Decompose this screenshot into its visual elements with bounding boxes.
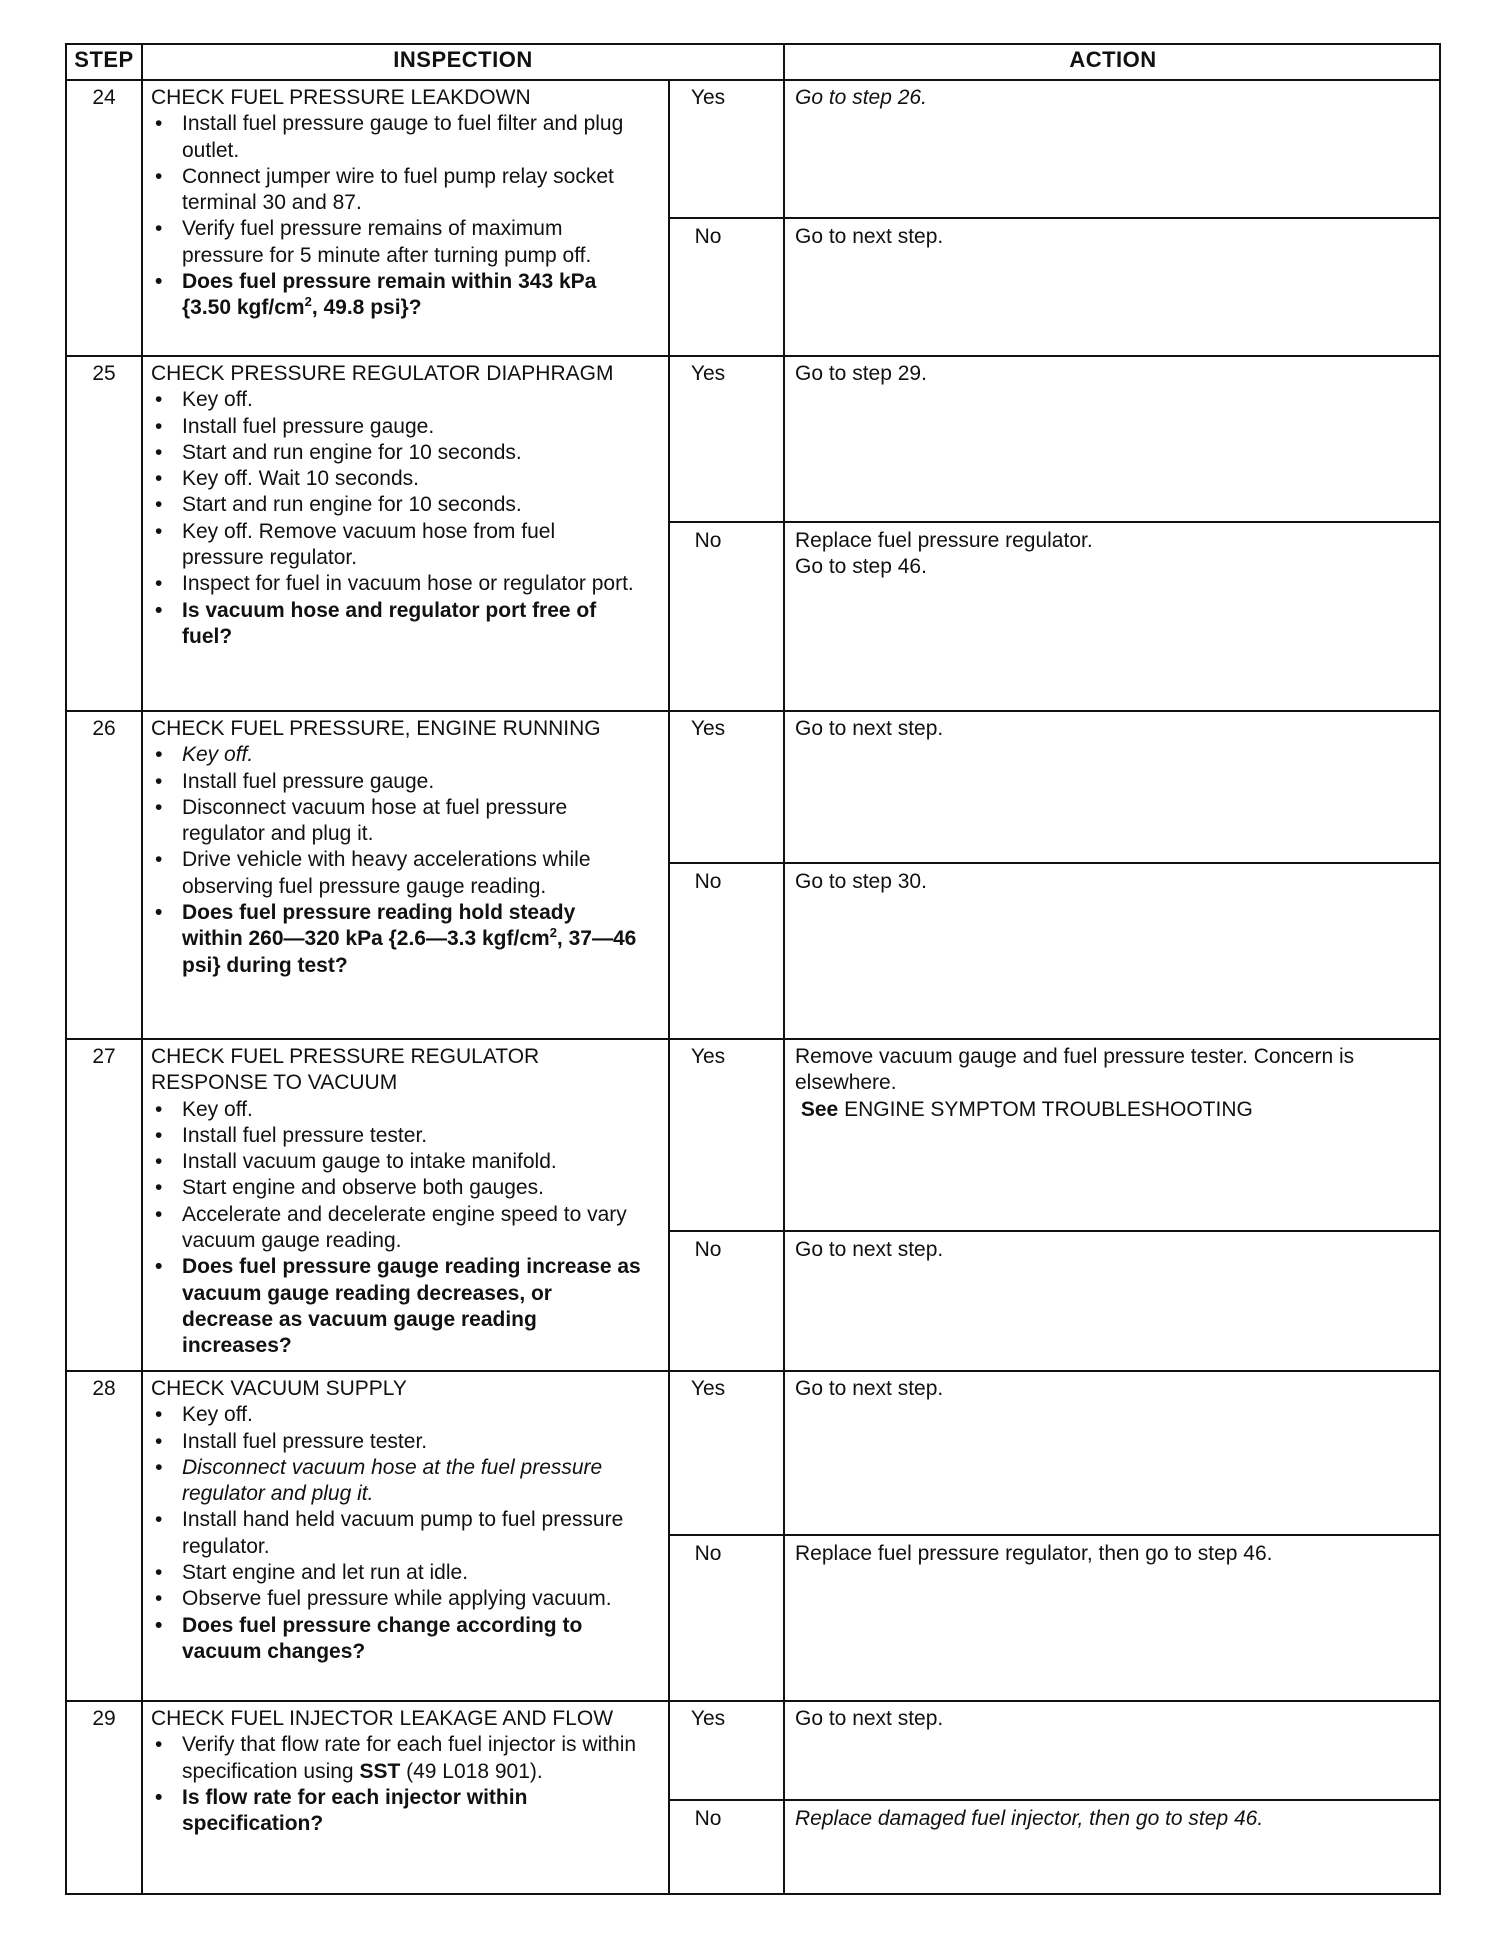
inspection-cell (151, 1706, 641, 1837)
action-line: Remove vacuum gauge and fuel pressure tester. Concern is elsewhere. (795, 1045, 1355, 1095)
no-label: No (694, 529, 722, 552)
header-inspection: INSPECTION (393, 47, 533, 72)
inspection-title: CHECK FUEL PRESSURE REGULATOR RESPONSE TO VACUUM (151, 1045, 540, 1095)
row-divider (65, 710, 1441, 712)
step-number: 28 (92, 1377, 116, 1400)
troubleshooting-table (65, 43, 1441, 1895)
yes-action: Go to next step. (795, 1707, 944, 1730)
no-label: No (694, 870, 722, 893)
no-label: No (694, 225, 722, 248)
yes-no-divider (668, 521, 1441, 523)
list-item: • Start and run engine for 10 seconds. (151, 440, 641, 466)
yes-label: Yes (690, 362, 726, 385)
list-item: • Start engine and let run at idle. (151, 1560, 641, 1586)
inspection-list (151, 1732, 641, 1837)
no-action: Replace fuel pressure regulator, then go to step 46. (795, 1542, 1273, 1565)
list-item: • Key off. (151, 1402, 641, 1428)
yes-no-divider (668, 1799, 1441, 1801)
row-divider (65, 1038, 1441, 1040)
inspection-question (151, 269, 641, 322)
yes-no-divider (668, 217, 1441, 219)
inspection-cell (151, 1376, 641, 1665)
inspection-list (151, 742, 641, 979)
list-item: • Drive vehicle with heavy accelerations while observing fuel pressure gauge reading. (151, 847, 641, 900)
inspection-list (151, 111, 641, 321)
list-item: • Install fuel pressure tester. (151, 1429, 641, 1455)
row-divider (65, 79, 1441, 81)
inspection-title: CHECK FUEL PRESSURE LEAKDOWN (151, 86, 531, 109)
list-item: • Key off. Wait 10 seconds. (151, 466, 641, 492)
list-item: • Install vacuum gauge to intake manifold. (151, 1149, 641, 1175)
yes-label: Yes (690, 1707, 726, 1730)
list-item: • Install fuel pressure gauge. (151, 414, 641, 440)
question-text: , 37—46 psi} during test? (182, 927, 637, 977)
list-item: • Observe fuel pressure while applying vacuum. (151, 1586, 641, 1612)
row-divider (65, 1700, 1441, 1702)
item-text: Verify that flow rate for each fuel injector is within specification using (182, 1733, 637, 1783)
sst-label: SST (359, 1759, 401, 1783)
inspection-question (151, 900, 641, 979)
superscript: 2 (304, 294, 312, 310)
no-action (795, 528, 1431, 581)
step-number: 29 (92, 1707, 116, 1730)
step-number: 25 (92, 362, 116, 385)
list-item: • Disconnect vacuum hose at the fuel pressure regulator and plug it. (151, 1455, 641, 1508)
list-item (151, 1732, 641, 1785)
item-text: (49 L018 901). (400, 1759, 543, 1783)
column-divider (668, 79, 670, 1895)
header-step: STEP (74, 47, 134, 72)
list-item: • Start engine and observe both gauges. (151, 1175, 641, 1201)
inspection-title: CHECK VACUUM SUPPLY (151, 1377, 407, 1400)
step-number: 26 (92, 717, 116, 740)
inspection-question: • Is vacuum hose and regulator port free of fuel? (151, 598, 641, 651)
action-line (795, 1097, 1431, 1123)
list-item: • Install fuel pressure tester. (151, 1123, 641, 1149)
list-item: • Start and run engine for 10 seconds. (151, 492, 641, 518)
see-label: See (800, 1097, 839, 1121)
inspection-list (151, 387, 641, 650)
list-item: • Disconnect vacuum hose at fuel pressure regulator and plug it. (151, 795, 641, 848)
question-text: , 49.8 psi}? (311, 296, 422, 320)
reference-text: ENGINE SYMPTOM TROUBLESHOOTING (844, 1097, 1253, 1121)
inspection-question: • Does fuel pressure change according to vacuum changes? (151, 1613, 641, 1666)
inspection-question: • Does fuel pressure gauge reading increase as vacuum gauge reading decreases, or decrease as vacuum gauge reading increases? (151, 1254, 641, 1359)
yes-action: Go to next step. (795, 717, 944, 740)
step-number: 24 (92, 86, 116, 109)
no-action: Replace damaged fuel injector, then go to step 46. (795, 1807, 1264, 1830)
inspection-title: CHECK FUEL INJECTOR LEAKAGE AND FLOW (151, 1707, 614, 1730)
yes-no-divider (668, 1230, 1441, 1232)
yes-action: Go to step 29. (795, 362, 927, 385)
question-text: Does fuel pressure remain within 343 kPa {3.50 kgf/cm (182, 270, 597, 320)
inspection-cell (151, 85, 641, 322)
header-action: ACTION (1069, 47, 1157, 72)
inspection-list (151, 1097, 641, 1360)
superscript: 2 (549, 925, 557, 941)
action-line: Go to step 46. (795, 555, 927, 579)
no-label: No (694, 1807, 722, 1830)
list-item: • Inspect for fuel in vacuum hose or regulator port. (151, 571, 641, 597)
yes-label: Yes (690, 717, 726, 740)
list-item: • Accelerate and decelerate engine speed to vary vacuum gauge reading. (151, 1202, 641, 1255)
no-label: No (694, 1238, 722, 1261)
no-action: Go to next step. (795, 225, 944, 248)
list-item: • Key off. (151, 387, 641, 413)
list-item: • Key off. Remove vacuum hose from fuel pressure regulator. (151, 519, 641, 572)
list-item: • Key off. (151, 742, 641, 768)
row-divider (65, 355, 1441, 357)
yes-label: Yes (690, 1377, 726, 1400)
yes-no-divider (668, 1534, 1441, 1536)
step-number: 27 (92, 1045, 116, 1068)
inspection-question: • Is flow rate for each injector within specification? (151, 1785, 641, 1838)
yes-label: Yes (690, 86, 726, 109)
column-divider (141, 43, 143, 1895)
inspection-title: CHECK PRESSURE REGULATOR DIAPHRAGM (151, 362, 614, 385)
list-item: • Key off. (151, 1097, 641, 1123)
no-action: Go to next step. (795, 1238, 944, 1261)
column-divider (783, 43, 785, 1895)
yes-action (795, 1044, 1431, 1123)
yes-action: Go to step 26. (795, 86, 927, 109)
list-item: • Install hand held vacuum pump to fuel pressure regulator. (151, 1507, 641, 1560)
yes-action: Go to next step. (795, 1377, 944, 1400)
inspection-cell (151, 1044, 641, 1360)
question-text: Does fuel pressure reading hold steady within 260—320 kPa {2.6—3.3 kgf/cm (182, 901, 576, 951)
no-label: No (694, 1542, 722, 1565)
inspection-list (151, 1402, 641, 1665)
action-line: Replace fuel pressure regulator. (795, 529, 1093, 552)
inspection-cell (151, 361, 641, 650)
no-action: Go to step 30. (795, 870, 927, 893)
inspection-title: CHECK FUEL PRESSURE, ENGINE RUNNING (151, 717, 601, 740)
list-item: • Connect jumper wire to fuel pump relay socket terminal 30 and 87. (151, 164, 641, 217)
inspection-cell (151, 716, 641, 979)
row-divider (65, 1370, 1441, 1372)
list-item: • Install fuel pressure gauge. (151, 769, 641, 795)
list-item: • Install fuel pressure gauge to fuel filter and plug outlet. (151, 111, 641, 164)
list-item: • Verify fuel pressure remains of maximum pressure for 5 minute after turning pump off. (151, 216, 641, 269)
yes-no-divider (668, 862, 1441, 864)
yes-label: Yes (690, 1045, 726, 1068)
